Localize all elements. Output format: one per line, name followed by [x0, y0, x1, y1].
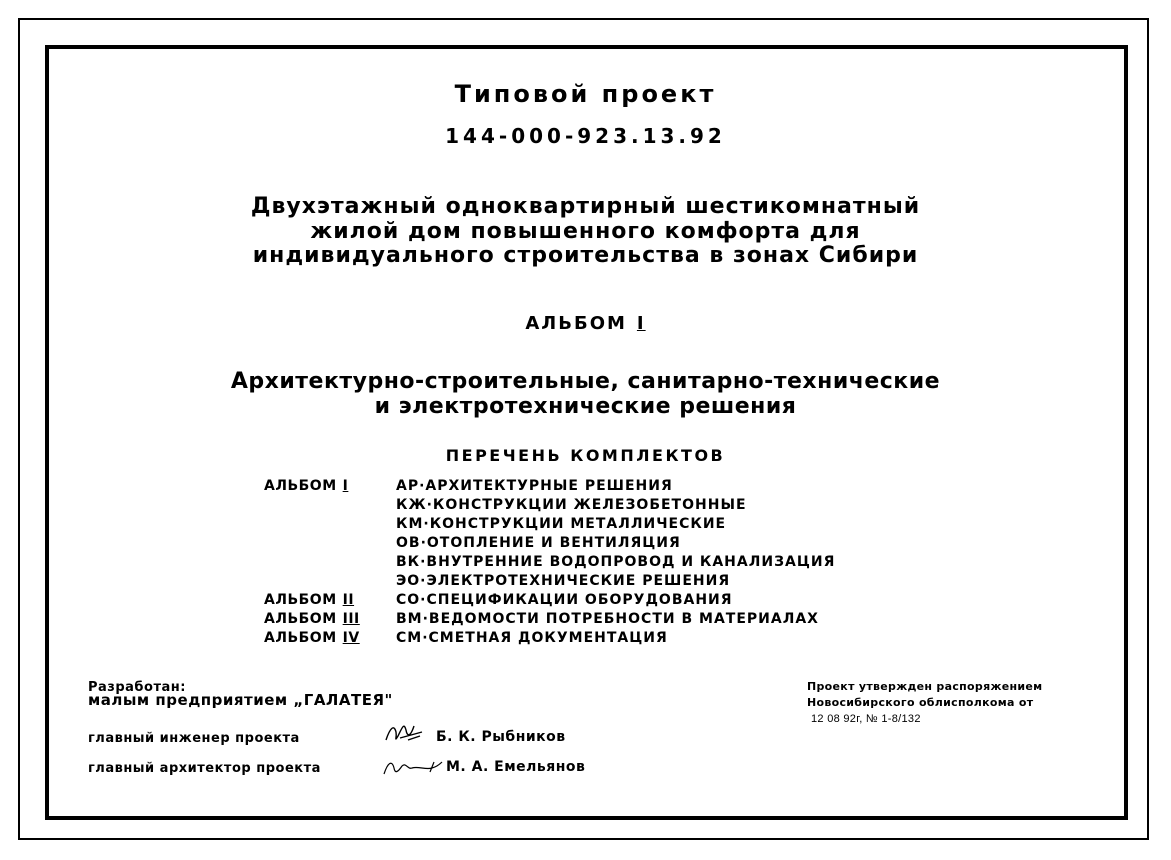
- album-heading-label: АЛЬБОМ: [525, 313, 627, 334]
- album-number: I: [342, 478, 349, 494]
- album-number: IV: [342, 630, 360, 646]
- set-item: АР·АРХИТЕКТУРНЫЕ РЕШЕНИЯ: [396, 478, 673, 494]
- subtitle-line: Архитектурно-строительные, санитарно-технические: [230, 369, 941, 394]
- approval-line: Новосибирского облисполкома от: [807, 696, 1034, 709]
- set-item: ВК·ВНУТРЕННИЕ ВОДОПРОВОД И КАНАЛИЗАЦИЯ: [396, 554, 836, 570]
- approval-line: Проект утвержден распоряжением: [807, 680, 1043, 693]
- album-label: [264, 593, 354, 607]
- set-item: КЖ·КОНСТРУКЦИИ ЖЕЛЕЗОБЕТОННЫЕ: [396, 497, 747, 513]
- title-line: жилой дом повышенного комфорта для: [310, 219, 861, 244]
- title-line: Двухэтажный одноквартирный шестикомнатный: [250, 194, 921, 219]
- chief-engineer-signature: [384, 718, 424, 746]
- album-number: II: [342, 592, 355, 608]
- list-heading: ПЕРЕЧЕНЬ КОМПЛЕКТОВ: [445, 446, 726, 465]
- chief-engineer-role: главный инженер проекта: [88, 731, 300, 746]
- chief-architect-signature: [382, 756, 444, 780]
- chief-engineer-name: Б. К. Рыбников: [436, 729, 566, 745]
- album-label-text: АЛЬБОМ: [264, 478, 337, 494]
- album-label: [264, 479, 348, 493]
- album-heading-number: I: [636, 313, 646, 334]
- developer-label: Разработан:: [88, 680, 186, 695]
- album-label-text: АЛЬБОМ: [264, 592, 337, 608]
- project-label: Типовой проект: [454, 80, 717, 108]
- album-number: III: [342, 611, 360, 627]
- chief-architect-role: главный архитектор проекта: [88, 761, 321, 776]
- set-item: КМ·КОНСТРУКЦИИ МЕТАЛЛИЧЕСКИЕ: [396, 516, 727, 532]
- set-item: ВМ·ВЕДОМОСТИ ПОТРЕБНОСТИ В МАТЕРИАЛАХ: [396, 611, 819, 627]
- set-item: СО·СПЕЦИФИКАЦИИ ОБОРУДОВАНИЯ: [396, 592, 733, 608]
- album-heading: [0, 315, 1171, 333]
- set-item: СМ·СМЕТНАЯ ДОКУМЕНТАЦИЯ: [396, 630, 668, 646]
- developer-enterprise: малым предприятием „ГАЛАТЕЯ": [88, 691, 393, 709]
- project-code: 144-000-923.13.92: [445, 124, 726, 148]
- album-label: [264, 612, 360, 626]
- title-line: индивидуального строительства в зонах Сибири: [252, 243, 919, 268]
- chief-architect-name: М. А. Емельянов: [446, 759, 586, 775]
- album-label-text: АЛЬБОМ: [264, 630, 337, 646]
- album-label-text: АЛЬБОМ: [264, 611, 337, 627]
- approval-line: 12 08 92г, № 1-8/132: [811, 713, 921, 725]
- set-item: ЭО·ЭЛЕКТРОТЕХНИЧЕСКИЕ РЕШЕНИЯ: [396, 573, 731, 589]
- subtitle-line: и электротехнические решения: [374, 394, 797, 419]
- set-item: ОВ·ОТОПЛЕНИЕ И ВЕНТИЛЯЦИЯ: [396, 535, 681, 551]
- album-label: [264, 631, 360, 645]
